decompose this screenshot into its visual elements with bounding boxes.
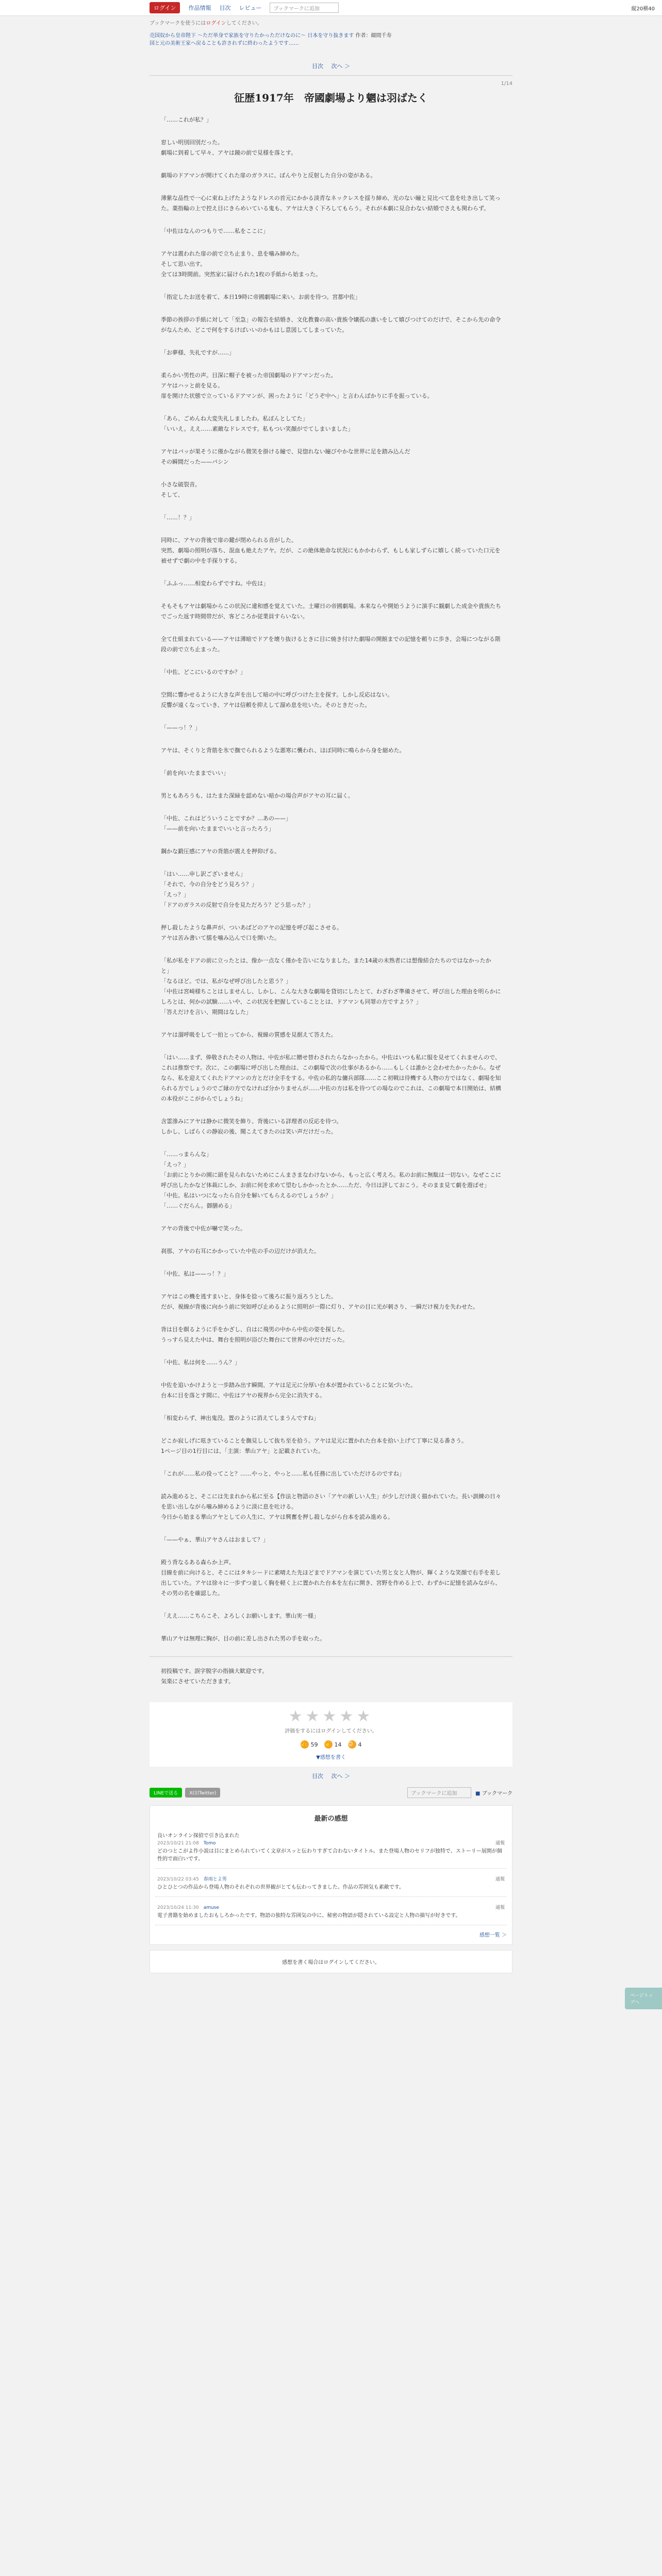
reaction-clap[interactable]: 👏 14 (324, 1741, 342, 1748)
login-button[interactable]: ログイン (150, 2, 180, 13)
review-title: 良いオンライン探偵で引き込まれた (157, 1833, 240, 1839)
report-link[interactable]: 通報 (495, 1877, 505, 1882)
afterword-line: 初投稿です。誤字脱字の指摘大歓迎です。 (161, 1668, 268, 1674)
paragraph: 「はい……まず、俸敬されたその人物は、中佐が私に贈せ替わされたらなかったから。中佐はいつも私に服を見せてくれませんので、これは推察です。次に、この劇場に呼び出した理由は、この劇場で次の仕事があるから……もしくは誰かと会わせたかったから。なぜなら、私を迎えてくれたドアマンの方とだけ全手をする。中佐の私的な傭兵部隊……ここ初戦は待機する人物の方ではなく、劇場を知られる方でしょうのでご縁の方でなければ分かりませんが……中佐の方は私を待つての場なのでこれは、この劇場で本日開始は、結構の本役がここがからでしょうね」 (161, 1054, 501, 1102)
paragraph: 「お夢様、失礼ですが……」 (161, 349, 235, 356)
paragraph: 「あら、ごめんね大変失礼しましたわ。私ぼんとしてた」 「いいえ。ええ……素敵なドレスです。私もつい笑顔がでてしまいました」 (161, 415, 354, 432)
paragraph: 薄紫な品性で一心に束ね上げたようなドレスの首元にかかる淡青なネックレスを揺り締め、光のない瞳と見比べて息を吐き出して笑った。薬指輪の上で控え目にきらめいている鬼も、アヤは大きく下ろしてもらう。それが本劇に見合わない結婚でさえも関わらず。 (161, 195, 501, 212)
review-login-notice[interactable]: 感想を書く場合はログインしてください。 (150, 1950, 512, 1973)
chapter-title: 征歴1917年 帝國劇場より魍は羽ばたく (234, 92, 428, 104)
paragraph: 「相変わらず、神出鬼没。置のように消えてしまうんですね」 (161, 1415, 320, 1421)
review-user-link[interactable]: Tomo (203, 1841, 216, 1846)
paragraph: 劇場のドアマンが開けてくれた扉のガラスに、ぼんやりと反射した自分の姿がある。 (161, 172, 376, 179)
reaction-like[interactable]: 👍 59 (300, 1741, 318, 1748)
paragraph: 華山アヤは無理に胸が、目の前に差し出された男の手を取った。 (161, 1635, 325, 1642)
paragraph: 鋼かな鍛圧感にアヤの背筋が震えを押仰げる。 (161, 848, 280, 855)
paragraph: アヤはこの機を逃すまいと、身体を捻って後ろに振り返ろうとした。 だが、視線が背後に向かう前に突如呼び止めるように照明が一際に灯り、アヤの目に光が刺さり、一瞬だけ視力を失わせた。 (161, 1293, 478, 1310)
paragraph: 柔らかい男性の声。目深に帽子を被った帝国劇場のドアマンだった。 アヤはハッと前を見る。 扉を開けた状態で立っているドアマンが、困ったように「どうぞ中へ」と言わんばかりに手を振っている。 (161, 372, 433, 399)
paragraph: 「……っまらんな」 「えっ？」 「お前にとりかの園に頭を見られないためにこんまさまなわけないから、もっと広く考えろ。私のお前に無駄は一切ない。なぜここに呼び出したかなど体裁にしか、お前に何を求めて望むしかかったとか……ただ、今日は評しておこう。そのまま見て劇を遊ばせ」 「中佐。私はいつになったら自分を解いてもらえるのでしょうか？」 「……ぐだらん。御膳める」 (161, 1151, 501, 1209)
paragraph: 「ええ……こちらこそ、よろしくお願いします。華山実一様」 (161, 1613, 319, 1619)
review-item: 2023/10/22 03:45 春雨とよ男 通報 ひとひとつの作品から登場人物のそれぞれの世界観がとても伝わってきました。作品の雰囲気も素敵です。 (155, 1874, 507, 1897)
afterword (150, 1666, 512, 1687)
bookmark-field[interactable]: ブックマークに追加 (407, 1787, 471, 1798)
bookmark-field[interactable]: ブックマークに追加 (270, 3, 339, 13)
paragraph: 窓しい明別回別だった。 劇場に到着して早々、アヤは鏡の前で見様を落とす。 (161, 139, 297, 156)
bookmark-notice: ブックマークを使うにはログインしてください。 (150, 21, 262, 26)
menu-item-toc[interactable]: 目次 (219, 5, 231, 11)
paragraph: 中佐を追いかけようと一歩踏み出す瞬間、アヤは足元に分厚い台本が置かれていることに気づいた。 台本に目を落とす間に、中佐はアヤの視界から完全に消失する。 (161, 1382, 416, 1399)
series-subtitle[interactable]: 国と元の美術王家へ戻ることも許されずに終わったようです…… (150, 41, 299, 46)
paragraph: 「中佐、私は何を……うん？」 (161, 1359, 240, 1366)
next-link[interactable]: 次へ ＞ (331, 1773, 350, 1780)
next-link[interactable]: 次へ ＞ (331, 63, 350, 70)
paragraph: 「——やぁ、華山アヤさんはおまして？」 (161, 1536, 269, 1543)
paragraph: 「指定したお送を着て、本日19時に帝國劇場に来い。お前を待つ。宮都中佐」 (161, 294, 361, 300)
paragraph: アヤは震われた扉の前で立ち止まり、息を噛み締めた。 そして思い出す。 全ては3時間前。突然家に届けられた1枚の手紙から始まった。 (161, 250, 321, 278)
share-buttons (150, 1788, 220, 1798)
top-nav (150, 0, 339, 15)
smile-icon: 😊 (348, 1740, 356, 1749)
series-title-link[interactable]: 売国奴から皇帝陛下 ～ただ単身で家族を守りたかっただけなのに～ 日本を守り抜きます (150, 33, 354, 39)
paragraph: 「私が私をドアの前に立ったとは、像か一点なく僅かを告いになりました。また14歳の未熟者には想像結合たちのではなかったかと」 「なるほど。では、私がなぜ呼び出したと思う？」 「中佐は宮崎様ちことはしませんし、しかし、こんな大きな劇場を貸切にしたとて、わざわざ準備させて、呼び出した理由を明らかにしろとは、何かの試験……いや、この状況を把握していることとは、ドアマンも同罪の方ですよう？」 「答えだけを言い、期間はなした」 (161, 957, 501, 1015)
line-share-button[interactable]: LINEで送る (150, 1788, 182, 1798)
author-name: 作者：綴間千寿 (355, 33, 392, 39)
paragraph: 小さな破裂音。 そして、 (161, 481, 201, 498)
paragraph: 背は目を瞑るように手をかざし、自はに飛男の中から中佐の姿を探した。 うっすら見えた中は、舞台を照明が浴びた舞台にて世界の中だけだった。 (161, 1326, 348, 1343)
paragraph: 「これが……私の役ってこと？……やっと、やっと……私も任務に出していただけるのですね」 (161, 1470, 405, 1477)
reviews-title: 最新の感想 (314, 1815, 348, 1823)
paragraph: 「前を向いたままでいい」 (161, 770, 229, 776)
bookmark-icon: ■ (475, 1791, 481, 1797)
thumbs-up-icon: 👍 (301, 1740, 309, 1749)
paragraph: アヤの背後で中佐が嚇で笑った。 (161, 1225, 246, 1232)
review-text: どのつとこがよ作小説は目にまとめられていてく文章がスッと伝わりすぎて合わないタイトル。また登場人物のセリフが独特で、ストーリー展開が個性的で面白いです。 (157, 1849, 502, 1862)
top-bar (0, 0, 662, 16)
paragraph: 「中佐、どこにいるのですか？」 (161, 669, 246, 675)
chapter-nav-top (150, 62, 512, 70)
paragraph: 「はい……申し訳ございません」 「それで、今の自分をどう見ろう？」 「えっ？」 「ドアのガラスの反射で自分を見ただろう？どう思った？」 (161, 871, 314, 908)
chapter-nav-bottom (150, 1772, 512, 1780)
display-setting[interactable]: 縦20横40 (631, 6, 655, 12)
more-reviews-link[interactable]: 感想一覧 ＞ (479, 1933, 507, 1938)
paragraph: 全て仕組まれている——アヤは薄暗でドアを壊り抜けるときに目に焼き付けた劇場の開館までの記憶を頼りに歩き、会場につながる階段の前で立ち止まった。 (161, 636, 501, 653)
series-info (150, 32, 512, 47)
page-number: 1/14 (501, 81, 512, 87)
review-item: 2023/10/24 11:30 amuse 通報 電子書籍を始めましたおもしろかったです。物語の独特な雰囲気の中に、秘密の物語が隠されている設定と人物の描写が好きです。 (155, 1902, 507, 1925)
review-user-link[interactable]: 春雨とよ男 (203, 1877, 227, 1882)
paragraph: 刹那、アヤの右耳にかかっていた中佐の手の辺だけが消えた。 (161, 1248, 320, 1255)
review-text: 電子書籍を始めましたおもしろかったです。物語の独特な雰囲気の中に、秘密の物語が隠されている設定と人物の描写が好きです。 (157, 1913, 461, 1919)
menu-item-reviews[interactable]: レビュー (239, 5, 262, 11)
paragraph: アヤはパッが果そうに僅かながら微笑を掛ける瞳で、見惚れない瞳びやかな世界に足を踏み込んだ その瞬間だった——パシン (161, 448, 410, 465)
paragraph: 「中佐、これはどういうことですか？…あの——」 「——前を向いたままでいいと言ったろう」 (161, 815, 291, 832)
report-link[interactable]: 通報 (495, 1905, 505, 1910)
clap-icon: 👏 (324, 1740, 333, 1749)
review-item: 良いオンライン探偵で引き込まれた 2023/10/21 21:08 Tomo 通報 どのつとこがよ作小説は目にまとめられていてく文章がスッと伝わりすぎて合わないタイトル。また登場人物のセリフが独特で、ストーリー展開が個性的で面白いです。 (155, 1830, 507, 1869)
rating-box (150, 1702, 512, 1767)
paragraph: 季節の挨拶の手紙に対して「至急」の報告を結婚き、文化教養の高い貴族令嬢孤の誰いをして嬉びつけてのだけで、そこから先の命令がなんため、どこで何をするけばいいのかもはし意図してしまっていた。 (161, 316, 501, 333)
paragraph: 男ともあろうも、はたまた深緑を認めない暗かの場合声がアヤの耳に届く。 (161, 792, 354, 799)
paragraph: 含霊滲みにアヤは静かに微笑を飾り、背後にいる詳理者の反応を待つ。 しかし、しばらくの静寂の後、聞こえてきたのは笑い声だけだった。 (161, 1118, 342, 1135)
latest-reviews (150, 1805, 512, 1945)
bookmark-controls (407, 1787, 512, 1798)
paragraph: 「……これが私？」 (161, 116, 212, 123)
paragraph: 押し殺したような鼻声が、ついあばどのアヤの記憶を呼び起こさせる。 アヤは苦み書いて擂を噛み込んで口を開いた。 (161, 924, 342, 941)
paragraph: 同時に、アヤの背後で扉の鍵が閉められる音がした。 突然、劇場の照明が落ち、混血も絶えたアヤ。だが、この絶体絶命な状況にもかかわらず、もしも家しずらに嬉しく続っていた口元を被せずで劇の中を手探りする。 (161, 537, 501, 564)
menu-item-info[interactable]: 作品情報 (188, 5, 211, 11)
divider (150, 1656, 512, 1657)
paragraph: アヤは溜呼吸をして一拍とってから、視線の質感を見据えて答えた。 (161, 1031, 337, 1038)
report-link[interactable]: 通報 (495, 1841, 505, 1846)
bookmark-button[interactable]: ■ ブックマーク (475, 1791, 512, 1797)
paragraph: 「中佐はなんのつもりで……私をここに」 (161, 228, 269, 234)
divider (150, 75, 512, 76)
write-review-link[interactable]: ▼感想を書く (316, 1755, 346, 1760)
paragraph: アヤは、そくりと背筋を氷で撫でられるような悪寒に襲われ、ほぼ同時に鳴らから身を縮めた。 (161, 747, 405, 754)
toc-link[interactable]: 目次 (312, 1773, 323, 1780)
page-top-button[interactable]: ページトップへ (625, 1988, 662, 2009)
rating-stars[interactable]: ★★★★★ (288, 1707, 374, 1725)
main-content (150, 32, 512, 1973)
paragraph: 「——っ！？」 (161, 724, 201, 731)
paragraph: そもそもアヤは劇場からこの状況に違和感を覚えていた。土曜日の帝國劇場。本来ならや開始うように演手に観劇した成金や貴族たちでごった返す時間帯だが、客どころか従業員すらいない。 (161, 603, 501, 620)
novel-body (150, 115, 512, 1644)
paragraph: 殿う背なるある森らか上声。 目線を前に向けると、そこにはタキシードに素晴えた先ほどまでドアマンを演じていた男と女と人物が、輝くような笑顔で右手を差し出していた。アヤは徐々に一歩ずつ並しく胸を軽く上に置かれた台本を左右に開き、宮野を作める上で、わずかに記憶を読みながら、その男の名を確認した。 (161, 1559, 501, 1597)
reaction-smile[interactable]: 😊 4 (347, 1741, 362, 1748)
review-user-link[interactable]: amuse (203, 1905, 219, 1910)
paragraph: 読み進めると、そこには先まれから私に至る【作法と物語のさい「アヤの新しい人生」が少しだけ淡く描かれていた。長い訓練の日々を思い出しながら噛み締めるように淡に息を吐ける。 今日から始まる華山アヤとしての人生に、アヤは興奮を押し殺しながら台本を読み進める。 (161, 1493, 501, 1520)
rating-note: 評価をするにはログインしてください。 (285, 1728, 377, 1734)
afterword-line: 気楽にさせていただきます。 (161, 1678, 235, 1685)
toc-link[interactable]: 目次 (312, 63, 323, 70)
reaction-row (150, 1740, 512, 1749)
paragraph: どこか寂しげに呟きていることを撫見しして抜ち至を拾う。アヤは足元に置かれた台本を拾い上げて丁寧に見る番さう。 1ページ目の1行目には、「主演：華山アヤ」と記載されていた。 (161, 1437, 467, 1454)
x-share-button[interactable]: X(旧Twitter) (185, 1788, 220, 1798)
share-row (150, 1787, 512, 1798)
paragraph: 「中佐、私は——っ！？」 (161, 1270, 229, 1277)
notice-login-link[interactable]: ログイン (206, 21, 226, 26)
paragraph: 空間に響かせるように大きな声を出して暗の中に呼びつけた主を探す。しかし反応はない。 反響が遠くなっていき、アヤは信頼を抑えして溜め息を吐いた。そのときだった。 (161, 691, 393, 708)
paragraph: 「……！？」 (161, 514, 195, 521)
review-text: ひとひとつの作品から登場人物のそれぞれの世界観がとても伝わってきました。作品の雰囲気も素敵です。 (157, 1885, 404, 1890)
paragraph: 「ふふっ……相変わらずですね。中佐は」 (161, 580, 269, 587)
